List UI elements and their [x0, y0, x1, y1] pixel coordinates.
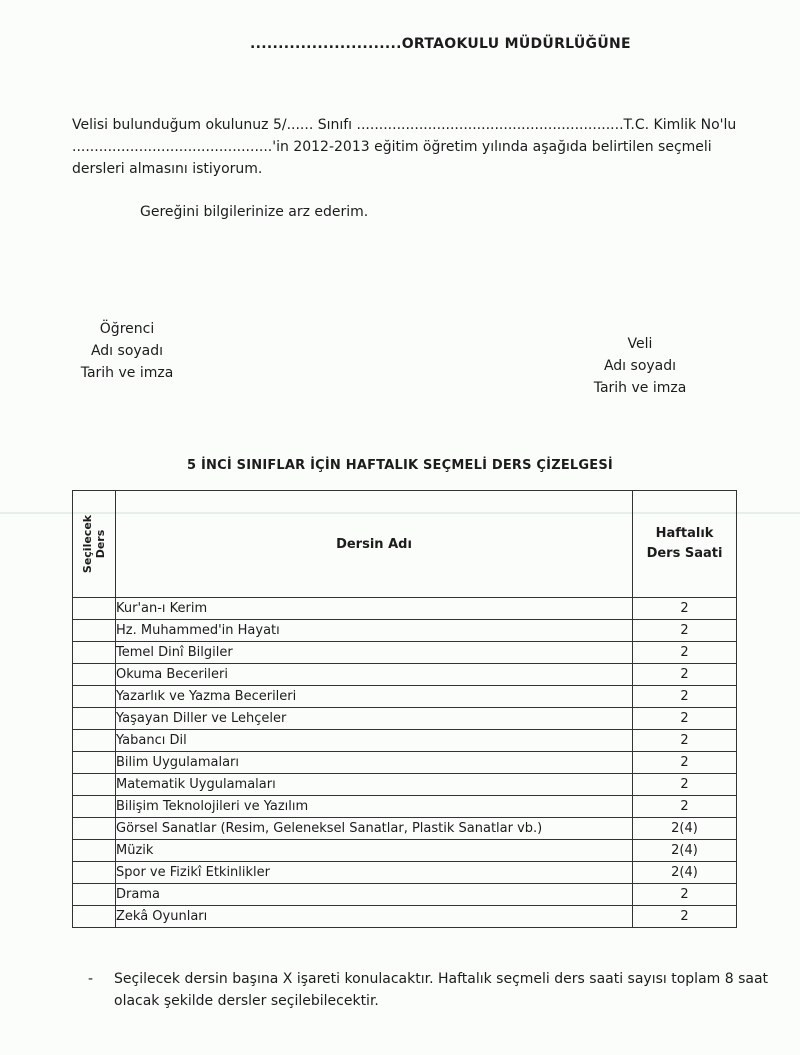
course-name: Hz. Muhammed'in Hayatı: [116, 620, 633, 642]
table-row: [73, 906, 737, 928]
select-cell[interactable]: [73, 884, 116, 906]
course-hours: 2(4): [633, 840, 737, 862]
course-hours: 2: [633, 620, 737, 642]
select-cell[interactable]: [73, 906, 116, 928]
table-row: [73, 664, 737, 686]
table-row: [73, 884, 737, 906]
student-name-label: Adı soyadı: [90, 343, 164, 359]
course-hours: 2: [633, 774, 737, 796]
course-hours: 2(4): [633, 862, 737, 884]
course-name: Drama: [116, 884, 633, 906]
select-cell[interactable]: [73, 686, 116, 708]
select-cell[interactable]: [73, 840, 116, 862]
table-row: [73, 708, 737, 730]
course-hours: 2: [633, 884, 737, 906]
course-hours: 2: [633, 598, 737, 620]
student-date-signature-label: Tarih ve imza: [80, 365, 174, 381]
course-hours: 2: [633, 664, 737, 686]
table-row: [73, 818, 737, 840]
header-select-label: Seçilecek Ders: [81, 514, 107, 574]
table-row: [73, 686, 737, 708]
course-hours: 2: [633, 796, 737, 818]
footnote: [88, 968, 774, 1012]
select-cell[interactable]: [73, 730, 116, 752]
course-hours: 2: [633, 708, 737, 730]
request-line-2: .............................................'in 2012-2013 eğitim öğretim yılında aşağıda belirtilen seçmeli: [72, 139, 712, 155]
course-name: Görsel Sanatlar (Resim, Geleneksel Sanatlar, Plastik Sanatlar vb.): [116, 818, 633, 840]
table-row: [73, 774, 737, 796]
course-name: Okuma Becerileri: [116, 664, 633, 686]
course-name: Müzik: [116, 840, 633, 862]
parent-date-signature-label: Tarih ve imza: [593, 380, 687, 396]
request-line-1: Velisi bulunduğum okulunuz 5/...... Sınıfı ............................................................T.C. Kimlik No'lu: [72, 117, 737, 133]
table-row: [73, 642, 737, 664]
schedule-title: 5 İNCİ SINIFLAR İÇİN HAFTALIK SEÇMELİ DERS ÇİZELGESİ: [187, 458, 613, 473]
course-name: Spor ve Fizikî Etkinlikler: [116, 862, 633, 884]
select-cell[interactable]: [73, 620, 116, 642]
course-hours: 2: [633, 752, 737, 774]
course-hours: 2: [633, 906, 737, 928]
select-cell[interactable]: [73, 664, 116, 686]
table-body: [73, 598, 737, 928]
course-name: Temel Dinî Bilgiler: [116, 642, 633, 664]
select-cell[interactable]: [73, 642, 116, 664]
parent-name-label: Adı soyadı: [603, 358, 677, 374]
elective-course-table: [72, 490, 737, 928]
select-cell[interactable]: [73, 818, 116, 840]
course-name: Bilişim Teknolojileri ve Yazılım: [116, 796, 633, 818]
select-cell[interactable]: [73, 598, 116, 620]
header-course-name: Dersin Adı: [116, 491, 633, 598]
select-cell[interactable]: [73, 752, 116, 774]
table-header-row: [73, 491, 737, 598]
course-hours: 2(4): [633, 818, 737, 840]
header-select: [73, 491, 116, 598]
student-signature-block: [72, 318, 182, 384]
table-row: [73, 796, 737, 818]
table-row: [73, 620, 737, 642]
select-cell[interactable]: [73, 774, 116, 796]
parent-label: Veli: [627, 336, 653, 352]
course-hours: 2: [633, 642, 737, 664]
course-hours: 2: [633, 730, 737, 752]
table-row: [73, 598, 737, 620]
select-cell[interactable]: [73, 862, 116, 884]
closing-paragraph: Gereğini bilgilerinize arz ederim.: [140, 204, 369, 220]
course-name: Zekâ Oyunları: [116, 906, 633, 928]
footnote-text: Seçilecek dersin başına X işareti konulacaktır. Haftalık seçmeli ders saati sayısı toplam 8 saat olacak şekilde dersler seçilebilecektir.: [114, 971, 769, 1009]
course-name: Matematik Uygulamaları: [116, 774, 633, 796]
header-weekly-hours: Haftalık Ders Saati: [633, 491, 737, 598]
course-name: Yaşayan Diller ve Lehçeler: [116, 708, 633, 730]
course-name: Yabancı Dil: [116, 730, 633, 752]
course-name: Kur'an-ı Kerim: [116, 598, 633, 620]
course-name: Yazarlık ve Yazma Becerileri: [116, 686, 633, 708]
select-cell[interactable]: [73, 708, 116, 730]
document-heading: ...........................ORTAOKULU MÜDÜRLÜĞÜNE: [250, 36, 631, 52]
student-label: Öğrenci: [99, 321, 155, 337]
table-row: [73, 752, 737, 774]
table-row: [73, 862, 737, 884]
parent-signature-block: [570, 333, 710, 399]
table-row: [73, 730, 737, 752]
select-cell[interactable]: [73, 796, 116, 818]
request-line-3: dersleri almasını istiyorum.: [72, 161, 263, 177]
course-name: Bilim Uygulamaları: [116, 752, 633, 774]
table-row: [73, 840, 737, 862]
footnote-dash: -: [88, 971, 94, 987]
course-hours: 2: [633, 686, 737, 708]
request-paragraph: [72, 114, 772, 180]
